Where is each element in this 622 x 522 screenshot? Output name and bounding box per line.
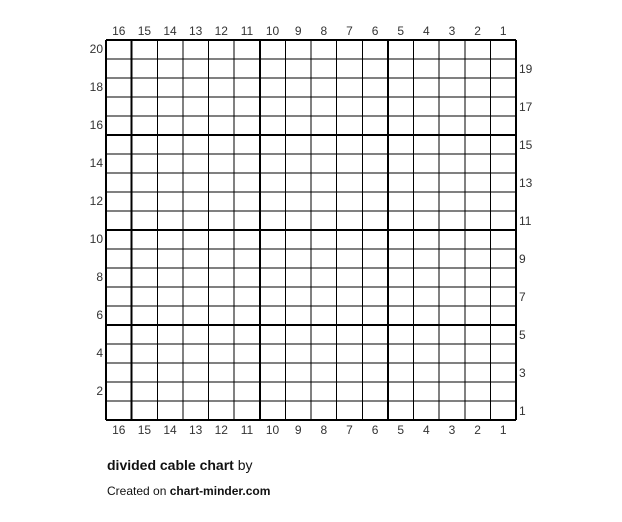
column-label-top: 9 <box>294 24 302 38</box>
row-label-left: 16 <box>89 118 103 132</box>
column-label-bottom: 16 <box>112 423 126 437</box>
column-label-top: 5 <box>397 24 405 38</box>
row-label-right: 7 <box>519 290 526 304</box>
row-label-right: 17 <box>519 100 533 114</box>
column-label-bottom: 12 <box>214 423 228 437</box>
column-label-bottom: 7 <box>346 423 353 437</box>
column-label-bottom: 3 <box>448 423 456 437</box>
column-label-bottom: 9 <box>294 423 302 437</box>
row-label-left: 8 <box>96 270 103 284</box>
row-label-right: 3 <box>519 366 526 380</box>
column-label-bottom: 2 <box>474 423 481 437</box>
column-label-top: 8 <box>320 24 328 38</box>
column-label-bottom: 10 <box>265 423 280 437</box>
column-label-top: 4 <box>422 24 430 38</box>
row-label-left: 2 <box>96 384 103 398</box>
created-on-text: Created on <box>107 484 167 498</box>
column-label-bottom: 14 <box>163 423 177 437</box>
column-label-top: 1 <box>499 24 507 38</box>
row-label-right: 13 <box>519 176 533 190</box>
column-label-top: 14 <box>163 24 177 38</box>
chart-title: divided cable chart <box>107 457 234 473</box>
column-label-bottom: 11 <box>240 423 254 437</box>
row-label-right: 5 <box>519 328 526 342</box>
created-on-line <box>107 484 270 498</box>
row-label-left: 12 <box>89 194 103 208</box>
column-label-bottom: 8 <box>320 423 328 437</box>
row-label-right: 11 <box>519 214 532 228</box>
row-label-left: 10 <box>89 232 103 246</box>
column-label-top: 10 <box>265 24 280 38</box>
row-label-right: 1 <box>519 404 526 418</box>
column-label-bottom: 5 <box>397 423 405 437</box>
row-label-right: 9 <box>519 252 526 266</box>
row-label-right: 15 <box>519 138 533 152</box>
column-label-top: 3 <box>448 24 456 38</box>
column-label-bottom: 1 <box>499 423 507 437</box>
column-label-top: 12 <box>214 24 228 38</box>
row-label-left: 20 <box>89 42 103 56</box>
column-label-bottom: 13 <box>189 423 203 437</box>
row-label-right: 19 <box>519 62 533 76</box>
site-link[interactable]: chart-minder.com <box>169 484 271 498</box>
column-label-top: 16 <box>112 24 126 38</box>
column-label-bottom: 15 <box>137 423 152 437</box>
row-label-left: 4 <box>96 346 103 360</box>
column-label-top: 6 <box>371 24 379 38</box>
column-label-top: 2 <box>474 24 481 38</box>
row-label-left: 14 <box>89 156 103 170</box>
column-label-bottom: 4 <box>422 423 430 437</box>
row-label-left: 6 <box>96 308 103 322</box>
column-label-bottom: 6 <box>371 423 379 437</box>
column-label-top: 15 <box>137 24 152 38</box>
column-label-top: 13 <box>189 24 203 38</box>
column-label-top: 11 <box>240 24 254 38</box>
column-label-top: 7 <box>346 24 353 38</box>
chart-by-text: by <box>237 457 253 473</box>
row-label-left: 18 <box>89 80 103 94</box>
chart-title-line <box>107 457 253 473</box>
